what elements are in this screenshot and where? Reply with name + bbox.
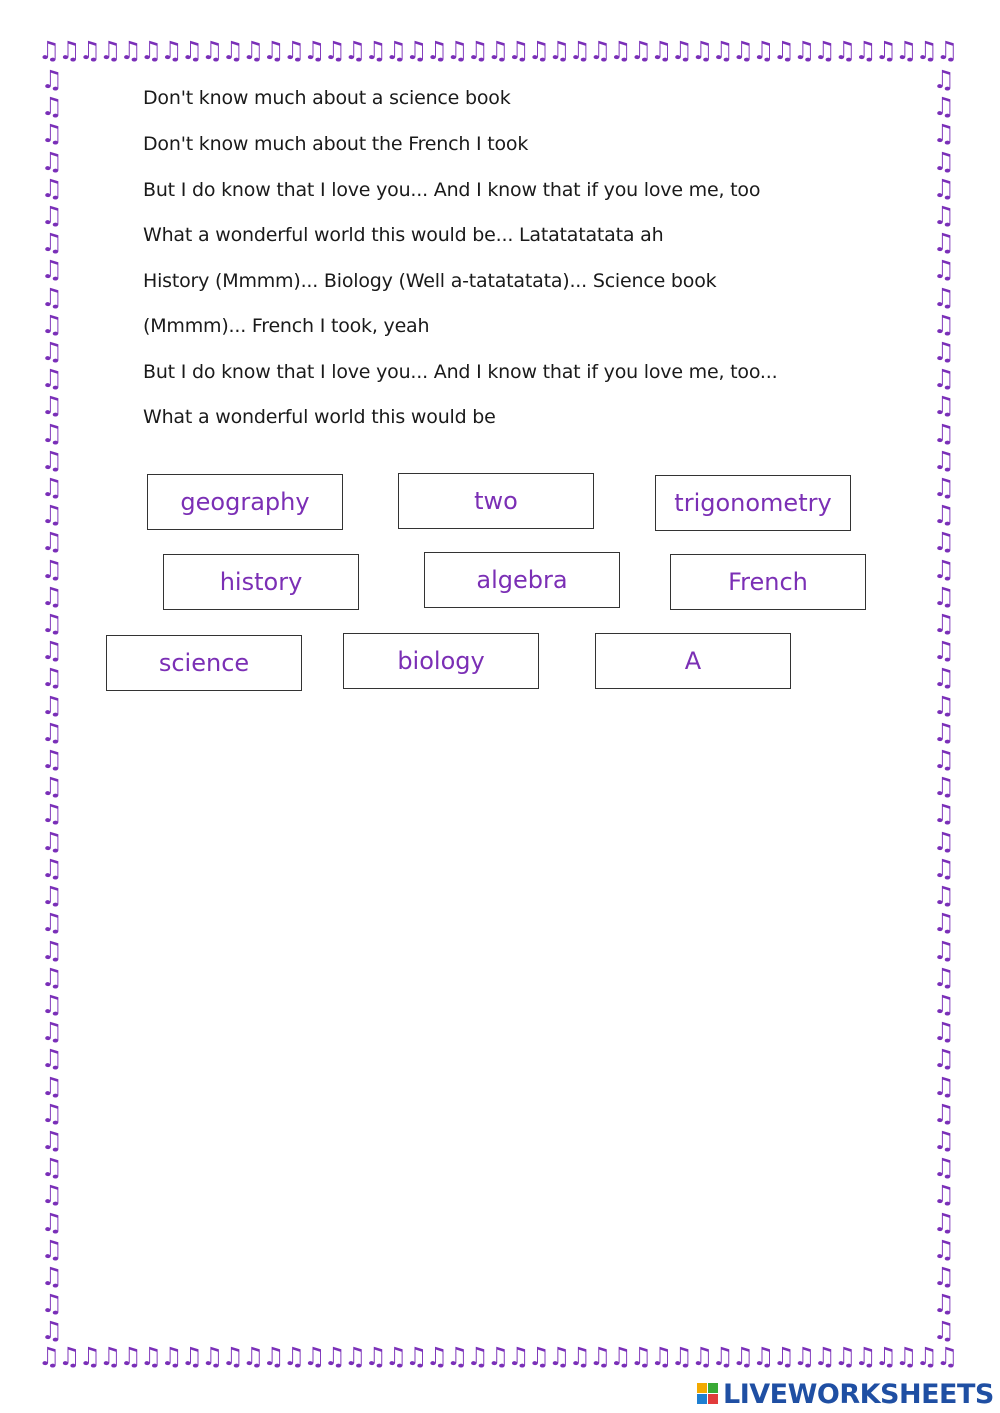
lyric-line-5: History (Mmmm)... Biology (Well a-tatatatata)... Science book <box>143 270 717 292</box>
word-box-two[interactable]: two <box>398 473 594 529</box>
music-note-border-top: ♫♫♫♫♫♫♫♫♫♫♫♫♫♫♫♫♫♫♫♫♫♫♫♫♫♫♫♫♫♫♫♫♫♫♫♫♫♫♫♫♫♫♫♫♫ <box>38 38 957 65</box>
brand-wordmark: LIVEWORKSHEETS <box>723 1378 994 1410</box>
word-box-biology[interactable]: biology <box>343 633 539 689</box>
word-box-a[interactable]: A <box>595 633 791 689</box>
lyric-line-6: (Mmmm)... French I took, yeah <box>143 315 430 337</box>
word-box-french[interactable]: French <box>670 554 866 610</box>
lyric-line-7: But I do know that I love you... And I know that if you love me, too... <box>143 361 778 383</box>
music-note-border-right: ♫ ♫ ♫ ♫ ♫ ♫ ♫ ♫ ♫ ♫ ♫ ♫ ♫ ♫ ♫ ♫ ♫ ♫ ♫ ♫ ♫ ♫ ♫ ♫ ♫ ♫ ♫ ♫ ♫ ♫ ♫ ♫ ♫ ♫ ♫ ♫ ♫ ♫ ♫ ♫ ♫ ♫ ♫ ♫ ♫ ♫ ♫ <box>932 66 956 1344</box>
word-box-geography[interactable]: geography <box>147 474 343 530</box>
music-note-border-left: ♫ ♫ ♫ ♫ ♫ ♫ ♫ ♫ ♫ ♫ ♫ ♫ ♫ ♫ ♫ ♫ ♫ ♫ ♫ ♫ ♫ ♫ ♫ ♫ ♫ ♫ ♫ ♫ ♫ ♫ ♫ ♫ ♫ ♫ ♫ ♫ ♫ ♫ ♫ ♫ ♫ ♫ ♫ ♫ ♫ ♫ ♫ <box>40 66 64 1344</box>
lyric-line-1: Don't know much about a science book <box>143 87 511 109</box>
lyric-line-4: What a wonderful world this would be... Latatatatata ah <box>143 224 664 246</box>
liveworksheets-brand <box>697 1378 997 1410</box>
lyric-line-3: But I do know that I love you... And I know that if you love me, too <box>143 179 761 201</box>
music-note-border-bottom: ♫♫♫♫♫♫♫♫♫♫♫♫♫♫♫♫♫♫♫♫♫♫♫♫♫♫♫♫♫♫♫♫♫♫♫♫♫♫♫♫♫♫♫♫♫ <box>38 1344 957 1371</box>
liveworksheets-logo-icon <box>697 1383 719 1405</box>
word-box-science[interactable]: science <box>106 635 302 691</box>
lyric-line-8: What a wonderful world this would be <box>143 406 496 428</box>
word-box-algebra[interactable]: algebra <box>424 552 620 608</box>
word-box-trigonometry[interactable]: trigonometry <box>655 475 851 531</box>
lyric-line-2: Don't know much about the French I took <box>143 133 529 155</box>
word-box-history[interactable]: history <box>163 554 359 610</box>
